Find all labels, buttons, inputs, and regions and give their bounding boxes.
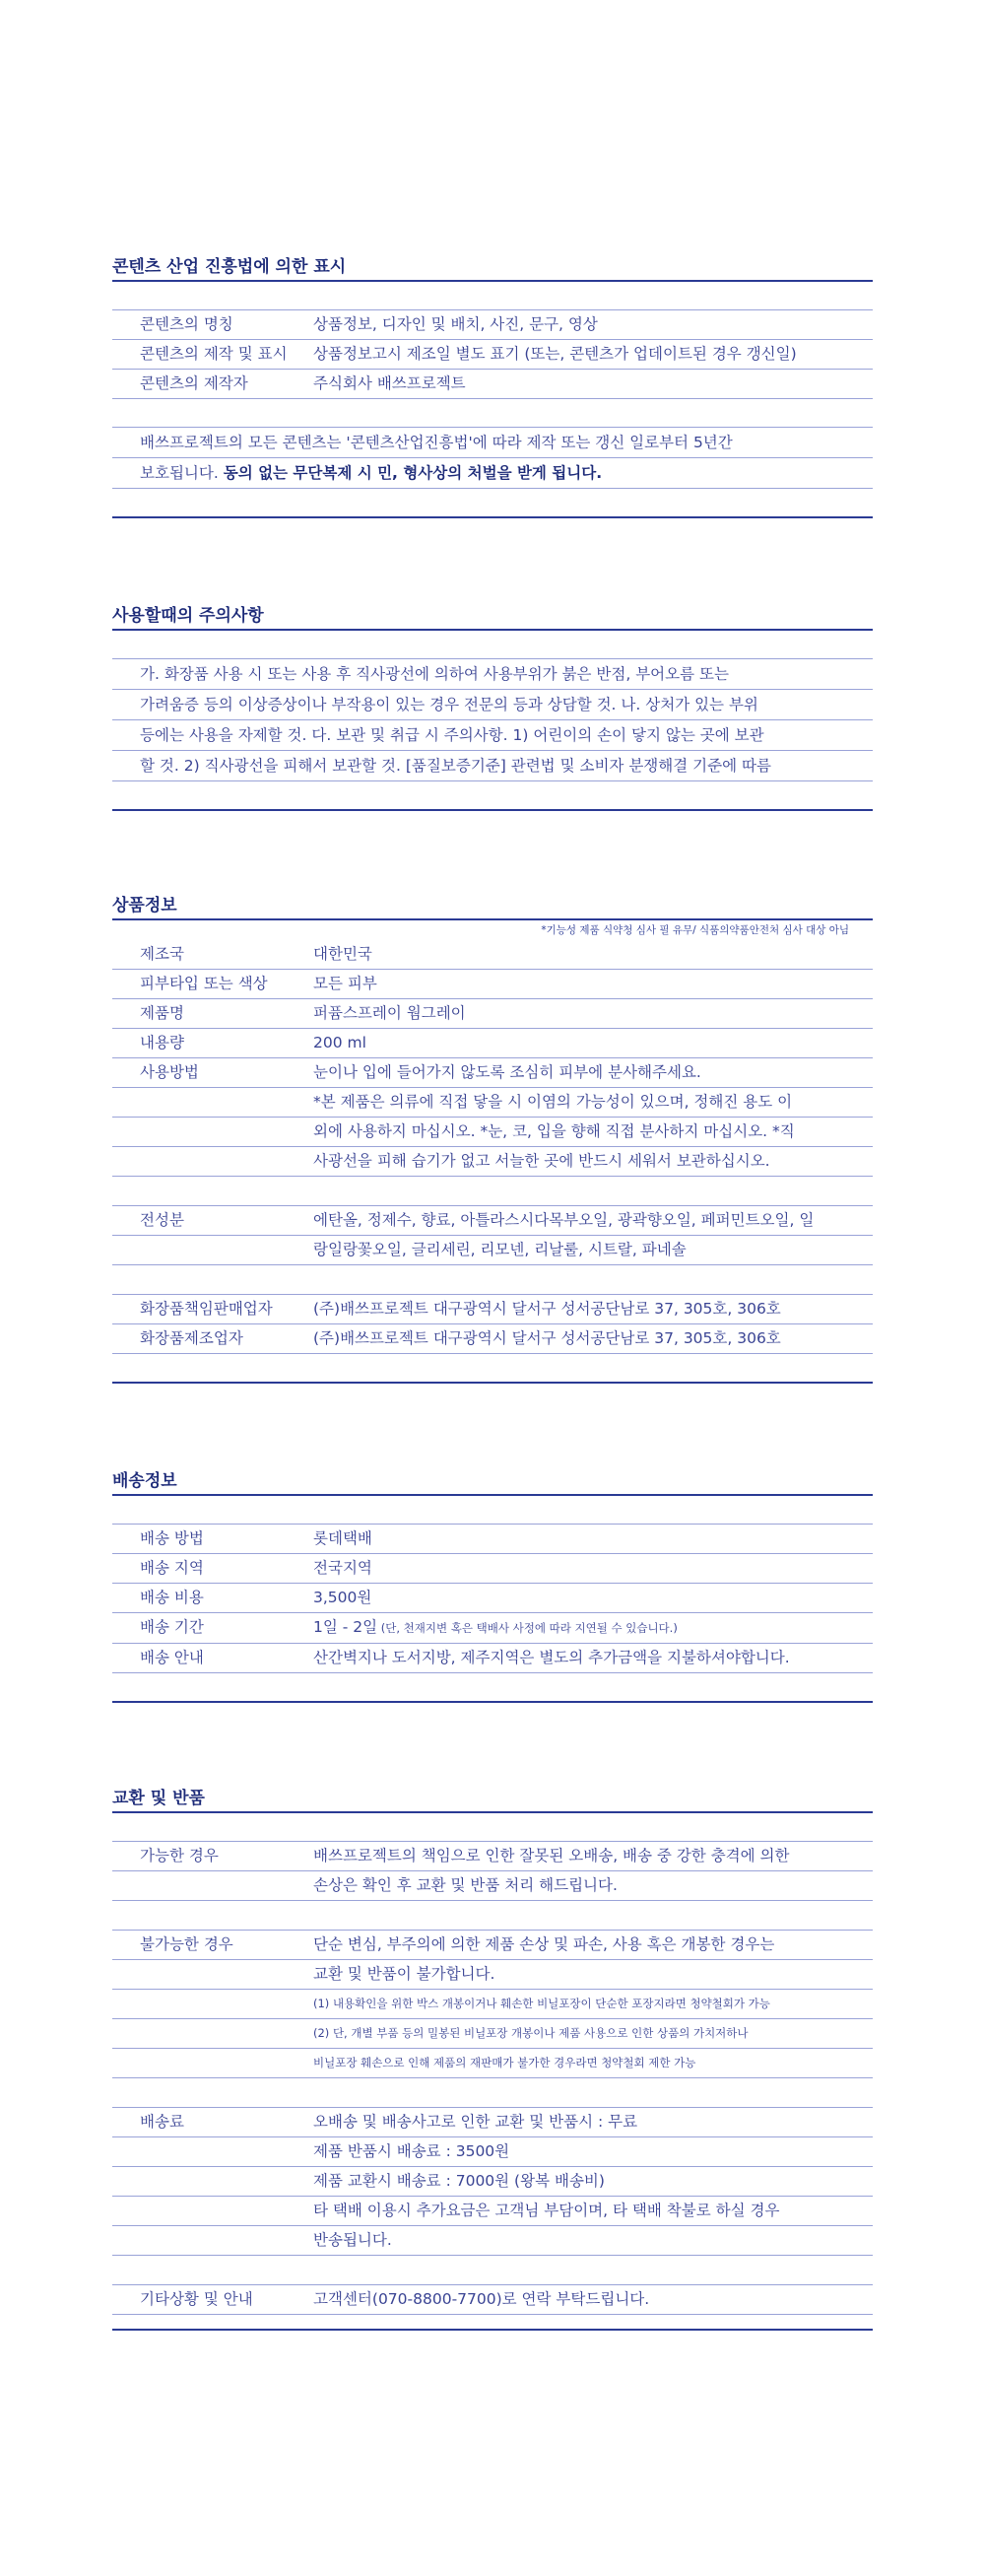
returns-row: 불가능한 경우 단순 변심, 부주의에 의한 제품 손상 및 파손, 사용 혹은 개봉한 경우는 [112, 1931, 873, 1960]
caution-title: 사용할때의 주의사항 [112, 603, 873, 631]
content-law-title: 콘텐츠 산업 진흥법에 의한 표시 [112, 254, 873, 282]
product-row: 피부타입 또는 색상 모든 피부 [112, 970, 873, 999]
seller-row: 화장품제조업자 (주)배쓰프로젝트 대구광역시 달서구 성서공단남로 37, 305호, 306호 [112, 1324, 873, 1354]
ingredients-row: 랑일랑꽃오일, 글리세린, 리모넨, 리날룰, 시트랄, 파네솔 [112, 1236, 873, 1265]
content-notice-line: 배쓰프로젝트의 모든 콘텐츠는 '콘텐츠산업진흥법'에 따라 제작 또는 갱신 일로부터 5년간 [112, 428, 873, 458]
shipping-row: 배송 기간 1일 - 2일 (단, 천재지변 혹은 택배사 사정에 따라 지연될 수 있습니다.) [112, 1613, 873, 1644]
caution-line: 할 것. 2) 직사광선을 피해서 보관할 것. [품질보증기준] 관련법 및 소비자 분쟁해결 기준에 따름 [112, 751, 873, 781]
shipping-row: 배송 안내 산간벽지나 도서지방, 제주지역은 별도의 추가금액을 지불하셔야합니다. [112, 1644, 873, 1673]
content-row: 콘텐츠의 명칭 상품정보, 디자인 및 배치, 사진, 문구, 영상 [112, 310, 873, 340]
shipping-section [112, 1468, 873, 1703]
returns-row: (1) 내용확인을 위한 박스 개봉이거나 훼손한 비닐포장이 단순한 포장지라면 청약철회가 가능 [112, 1990, 873, 2019]
shipping-row: 배송 지역 전국지역 [112, 1554, 873, 1584]
shipping-row: 배송 방법 롯데택배 [112, 1525, 873, 1554]
product-row: 외에 사용하지 마십시오. *눈, 코, 입을 향해 직접 분사하지 마십시오. *직 [112, 1118, 873, 1147]
returns-section [112, 1786, 873, 2331]
returns-row: 타 택배 이용시 추가요금은 고객님 부담이며, 타 택배 착불로 하실 경우 [112, 2197, 873, 2226]
shipping-row: 배송 비용 3,500원 [112, 1584, 873, 1613]
shipping-title: 배송정보 [112, 1468, 873, 1496]
seller-row: 화장품책임판매업자 (주)배쓰프로젝트 대구광역시 달서구 성서공단남로 37, 305호, 306호 [112, 1295, 873, 1324]
product-row: 제조국 대한민국 [112, 940, 873, 970]
product-section [112, 893, 873, 1384]
caution-line: 가려움증 등의 이상증상이나 부작용이 있는 경우 전문의 등과 상담할 것. 나. 상처가 있는 부위 [112, 690, 873, 720]
product-row: 내용량 200 ml [112, 1029, 873, 1058]
caution-line: 가. 화장품 사용 시 또는 사용 후 직사광선에 의하여 사용부위가 붉은 반점, 부어오름 또는 [112, 659, 873, 690]
returns-row: 제품 반품시 배송료 : 3500원 [112, 2137, 873, 2167]
returns-row: 배송료 오배송 및 배송사고로 인한 교환 및 반품시 : 무료 [112, 2108, 873, 2137]
content-notice-line: 보호됩니다. 동의 없는 무단복제 시 민, 형사상의 처벌을 받게 됩니다. [112, 458, 873, 489]
content-row: 콘텐츠의 제작 및 표시 상품정보고시 제조일 별도 표기 (또는, 콘텐츠가 업데이트된 경우 갱신일) [112, 340, 873, 370]
returns-row: 제품 교환시 배송료 : 7000원 (왕복 배송비) [112, 2167, 873, 2197]
product-row: 제품명 퍼퓸스프레이 웜그레이 [112, 999, 873, 1029]
caution-line: 등에는 사용을 자제할 것. 다. 보관 및 취급 시 주의사항. 1) 어린이의 손이 닿지 않는 곳에 보관 [112, 720, 873, 751]
content-law-section [112, 254, 873, 518]
content-notice-warning: 동의 없는 무단복제 시 민, 형사상의 처벌을 받게 됩니다. [223, 464, 603, 482]
product-row: 사용방법 눈이나 입에 들어가지 않도록 조심히 피부에 분사해주세요. [112, 1058, 873, 1088]
product-row: 사광선을 피해 습기가 없고 서늘한 곳에 반드시 세워서 보관하십시오. [112, 1147, 873, 1177]
returns-row: (2) 단, 개별 부품 등의 밀봉된 비닐포장 개봉이나 제품 사용으로 인한 상품의 가치저하나 [112, 2019, 873, 2049]
returns-row: 교환 및 반품이 불가합니다. [112, 1960, 873, 1990]
returns-row: 기타상황 및 안내 고객센터(070-8800-7700)로 연락 부탁드립니다. [112, 2285, 873, 2315]
caution-section [112, 603, 873, 811]
product-note: *기능성 제품 식약청 심사 필 유무/ 식품의약품안전처 심사 대상 아님 [541, 924, 849, 936]
returns-row: 비닐포장 훼손으로 인해 제품의 재판매가 불가한 경우라면 청약철회 제한 가능 [112, 2049, 873, 2078]
returns-row: 반송됩니다. [112, 2226, 873, 2256]
content-row: 콘텐츠의 제작자 주식회사 배쓰프로젝트 [112, 370, 873, 399]
product-title: 상품정보 [112, 893, 873, 920]
returns-row: 가능한 경우 배쓰프로젝트의 책임으로 인한 잘못된 오배송, 배송 중 강한 충격에 의한 [112, 1842, 873, 1871]
returns-row: 손상은 확인 후 교환 및 반품 처리 해드립니다. [112, 1871, 873, 1901]
returns-title: 교환 및 반품 [112, 1786, 873, 1813]
product-row: *본 제품은 의류에 직접 닿을 시 이염의 가능성이 있으며, 정해진 용도 이 [112, 1088, 873, 1118]
ingredients-row: 전성분 에탄올, 정제수, 향료, 아틀라스시다목부오일, 광곽향오일, 페퍼민트오일, 일 [112, 1206, 873, 1236]
